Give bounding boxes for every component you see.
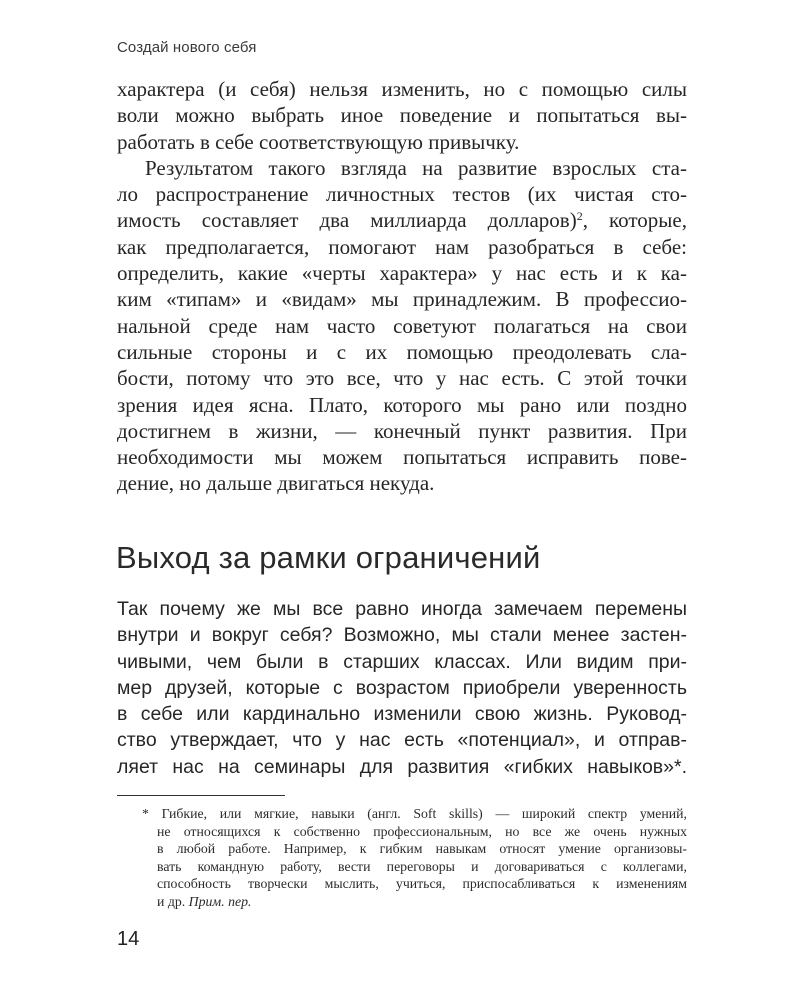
text-line: Так почему же мы все равно иногда замечаем перемены: [117, 598, 687, 620]
footnote-line: * Гибкие, или мягкие, навыки (англ. Soft skills) — широкий спектр умений,: [142, 806, 687, 821]
text-line: нальной среде нам часто советуют полагаться на свои: [117, 313, 687, 338]
section-heading: Выход за рамки ограничений: [116, 540, 541, 575]
translator-note: Прим. пер.: [188, 893, 252, 909]
page-number: 14: [117, 928, 140, 950]
text-line: зрения идея ясна. Плато, которого мы рано или поздно: [117, 392, 687, 417]
footnote-line: способность творчески мыслить, учиться, приспосабливаться к изменениям: [157, 876, 687, 892]
text-line: бости, потому что это все, что у нас есть. С этой точки: [117, 366, 687, 391]
text-line: достигнем в жизни, — конечный пункт развития. При: [117, 418, 687, 443]
footnote-line: вать командную работу, вести переговоры и договариваться с коллегами,: [157, 858, 687, 874]
text-line: необходимости мы можем попытаться исправить пове-: [117, 445, 687, 470]
text-line-head: имость составляет два миллиарда долларов): [117, 208, 577, 233]
text-line: дение, но дальше двигаться некуда.: [117, 471, 435, 496]
text-line: ло распространение личностных тестов (их чистая сто-: [117, 182, 687, 207]
body-text-section-1: [117, 76, 687, 497]
text-line: внутри и вокруг себя? Возможно, мы стали менее застен-: [117, 624, 687, 647]
text-line: ляет нас на семинары для развития «гибких навыков»*.: [117, 755, 687, 778]
text-line: как предполагается, помогают нам разобраться в себе:: [117, 234, 687, 259]
footnote-divider: [117, 795, 285, 796]
text-line: ким «типам» и «видам» мы принадлежим. В профессио-: [117, 287, 687, 312]
text-line: сильные стороны и с их помощью преодолевать сла-: [117, 339, 687, 364]
footnote: [142, 805, 687, 911]
text-line: в себе или кардинально изменили свою жизнь. Руковод-: [117, 703, 687, 726]
text-line: чивыми, чем были в старших классах. Или видим при-: [117, 650, 687, 673]
footnote-reference: 2: [576, 209, 583, 224]
text-line: ство утверждает, что у нас есть «потенциал», и отправ-: [117, 729, 687, 752]
footnote-line: не относящихся к собственно профессиональным, но все же очень нужных: [157, 823, 687, 839]
footnote-line: [142, 893, 687, 911]
text-line-tail: , которые,: [582, 208, 687, 233]
text-line: Результатом такого взгляда на развитие взрослых ста-: [145, 155, 687, 180]
text-line: воли можно выбрать иное поведение и попытаться вы-: [117, 103, 687, 128]
text-line: характера (и себя) нельзя изменить, но с помощью силы: [117, 77, 687, 101]
text-line: мер друзей, которые с возрастом приобрели уверенность: [117, 676, 687, 699]
running-head: Создай нового себя: [117, 39, 257, 56]
footnote-text: и др.: [157, 893, 189, 909]
body-text-section-2: [117, 596, 687, 780]
footnote-line: в любой работе. Например, к гибким навыкам относят умение организовы-: [157, 841, 687, 857]
text-line: определить, какие «черты характера» у нас есть и к ка-: [117, 261, 687, 286]
text-line: [117, 207, 687, 233]
text-line: работать в себе соответствующую привычку.: [117, 129, 520, 154]
